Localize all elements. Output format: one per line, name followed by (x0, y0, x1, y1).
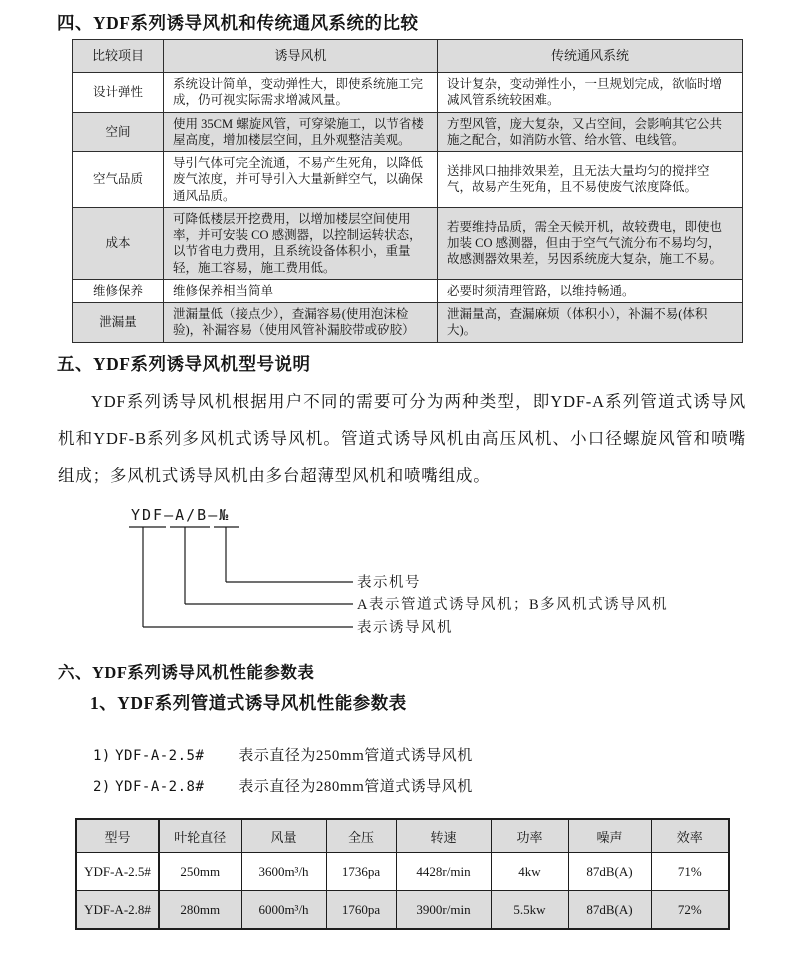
header-speed: 转速 (396, 819, 491, 853)
note-number: 1) (93, 748, 111, 764)
cell-traditional: 方型风管，庞大复杂，又占空间，会影响其它公共施之配合，如消防水管、给水管、电线管。 (438, 112, 743, 152)
cell-speed: 4428r/min (396, 853, 491, 891)
cell-induced: 导引气体可完全流通，不易产生死角，以降低废气浓度，并可导引入大量新鲜空气，以确保通风品质。 (164, 152, 438, 208)
row-label: 维修保养 (73, 279, 164, 302)
cell-induced: 泄漏量低（接点少），查漏容易(使用泡沫检验)，补漏容易（使用风管补漏胶带或矽胶） (164, 303, 438, 343)
cell-noise: 87dB(A) (568, 853, 651, 891)
header-traditional-system: 传统通风系统 (438, 40, 743, 73)
table-row-leakage (73, 303, 743, 343)
model-code-text: YDF—A/B—№ (131, 506, 231, 524)
diagram-connector-lines (143, 527, 353, 627)
cell-model: YDF-A-2.8# (76, 891, 159, 930)
note-number: 2) (93, 779, 111, 795)
cell-traditional: 泄漏量高，查漏麻烦（体积小），补漏不易(体积大)。 (438, 303, 743, 343)
performance-row-28 (76, 891, 729, 930)
cell-diameter: 250mm (159, 853, 241, 891)
row-label: 泄漏量 (73, 303, 164, 343)
cell-model: YDF-A-2.5# (76, 853, 159, 891)
row-label: 空气品质 (73, 152, 164, 208)
table-row-cost (73, 207, 743, 279)
note-model: YDF-A-2.5# (115, 748, 205, 764)
section5-paragraph: YDF系列诱导风机根据用户不同的需要可分为两种类型，即YDF-A系列管道式诱导风机和YDF-B系列多风机式诱导风机。管道式诱导风机由高压风机、小口径螺旋风管和喷嘴组成；多风机式诱导风机由多台超薄型风机和喷嘴组成。 (58, 392, 746, 485)
comparison-header-row (73, 40, 743, 73)
diagram-label-machine-number: 表示机号 (357, 575, 421, 591)
performance-table (75, 818, 730, 930)
section6-subtitle: 1、YDF系列管道式诱导风机性能参数表 (90, 693, 407, 713)
cell-pressure: 1736pa (326, 853, 396, 891)
cell-traditional: 若要维持品质，需全天候开机，故较费电，即使也加装 CO 感测器，但由于空气气流分布不易均匀，故感测器效果差，另因系统庞大复杂，施工不易。 (438, 207, 743, 279)
cell-induced: 系统设计简单，变动弹性大，即使系统施工完成，仍可视实际需求增减风量。 (164, 73, 438, 113)
header-induced-fan: 诱导风机 (164, 40, 438, 73)
section4-title: 四、YDF系列诱导风机和传统通风系统的比较 (57, 13, 419, 33)
table-row-space (73, 112, 743, 152)
cell-induced: 维修保养相当简单 (164, 279, 438, 302)
cell-efficiency: 72% (651, 891, 729, 930)
cell-traditional: 设计复杂，变动弹性小，一旦规划完成，欲临时增减风管系统较困难。 (438, 73, 743, 113)
header-noise: 噪声 (568, 819, 651, 853)
section5-title: 五、YDF系列诱导风机型号说明 (57, 354, 311, 374)
model-code-diagram (118, 497, 778, 652)
cell-induced: 可降低楼层开挖费用，以增加楼层空间使用率，并可安装 CO 感测器，以控制运转状态，以节省电力费用，且系统设备体积小，重量轻，施工容易，施工费用低。 (164, 207, 438, 279)
note-model: YDF-A-2.8# (115, 779, 205, 795)
cell-volume: 3600m³/h (241, 853, 326, 891)
model-note-1 (93, 744, 473, 765)
header-model: 型号 (76, 819, 159, 853)
table-row-maintenance (73, 279, 743, 302)
header-total-pressure: 全压 (326, 819, 396, 853)
header-air-volume: 风量 (241, 819, 326, 853)
note-description: 表示直径为280mm管道式诱导风机 (238, 779, 473, 795)
note-description: 表示直径为250mm管道式诱导风机 (238, 748, 473, 764)
header-efficiency: 效率 (651, 819, 729, 853)
section6-title: 六、YDF系列诱导风机性能参数表 (58, 663, 315, 682)
table-row-design-flex (73, 73, 743, 113)
cell-power: 4kw (491, 853, 568, 891)
header-impeller-diameter: 叶轮直径 (159, 819, 241, 853)
header-power: 功率 (491, 819, 568, 853)
diagram-label-type: A表示管道式诱导风机；B多风机式诱导风机 (357, 597, 669, 613)
cell-traditional: 送排风口抽排效果差，且无法大量均匀的搅拌空气，故易产生死角，且不易使废气浓度降低。 (438, 152, 743, 208)
cell-power: 5.5kw (491, 891, 568, 930)
comparison-table (72, 39, 743, 343)
cell-efficiency: 71% (651, 853, 729, 891)
row-label: 空间 (73, 112, 164, 152)
cell-noise: 87dB(A) (568, 891, 651, 930)
header-compare-item: 比较项目 (73, 40, 164, 73)
cell-speed: 3900r/min (396, 891, 491, 930)
cell-volume: 6000m³/h (241, 891, 326, 930)
performance-header-row (76, 819, 729, 853)
cell-pressure: 1760pa (326, 891, 396, 930)
cell-induced: 使用 35CM 螺旋风管，可穿梁施工，以节省楼屋高度，增加楼层空间，且外观整洁美观。 (164, 112, 438, 152)
cell-traditional: 必要时须清理管路，以维持畅通。 (438, 279, 743, 302)
cell-diameter: 280mm (159, 891, 241, 930)
row-label: 设计弹性 (73, 73, 164, 113)
diagram-label-series: 表示诱导风机 (357, 620, 453, 636)
table-row-air-quality (73, 152, 743, 208)
model-note-2 (93, 775, 473, 796)
row-label: 成本 (73, 207, 164, 279)
performance-row-25 (76, 853, 729, 891)
